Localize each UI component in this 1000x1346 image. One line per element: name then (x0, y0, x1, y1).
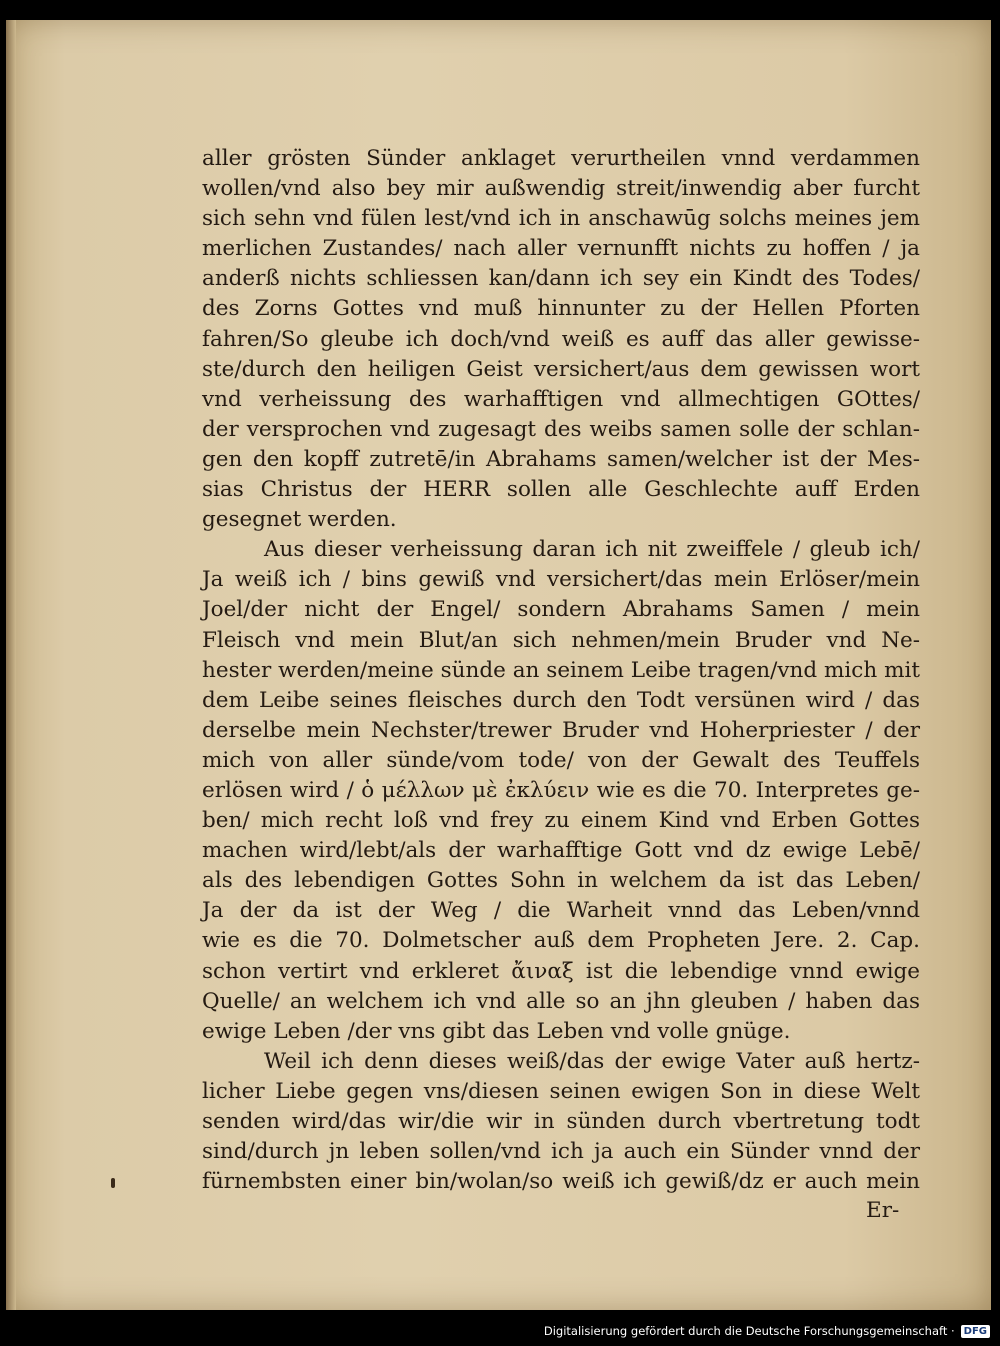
text-line: sias Christus der HERR sollen alle Geschlechte auff Erden (202, 477, 920, 503)
text-line: Ja der da ist der Weg / die Warheit vnnd das Leben/vnnd (202, 898, 920, 924)
scanned-page (6, 20, 991, 1310)
text-line: wollen/vnd also bey mir außwendig streit/inwendig aber furcht (202, 176, 920, 202)
text-line: licher Liebe gegen vns/diesen seinen ewigen Son in diese Welt (202, 1078, 920, 1104)
text-line: ste/durch den heiligen Geist versichert/aus dem gewissen wort (202, 356, 920, 382)
footer-credit (544, 1320, 990, 1342)
catchword: Er- (866, 1198, 900, 1223)
text-line: gesegnet werden. (202, 507, 397, 533)
text-line: schon vertirt vnd erkleret ἄιναξ ist die lebendige vnnd ewige (202, 958, 920, 984)
text-line: hester werden/meine sünde an seinem Leibe tragen/vnd mich mit (202, 657, 920, 683)
text-line: fürnembsten einer bin/wolan/so weiß ich gewiß/dz er auch mein (202, 1169, 920, 1195)
text-line: wie es die 70. Dolmetscher auß dem Propheten Jere. 2. Cap. (202, 928, 920, 954)
text-line: dem Leibe seines fleisches durch den Todt versünen wird / das (202, 687, 920, 713)
text-line: Fleisch vnd mein Blut/an sich nehmen/mein Bruder vnd Ne- (202, 627, 920, 653)
text-line: fahren/So gleube ich doch/vnd weiß es auff das aller gewisse- (202, 326, 920, 352)
ink-speck (111, 1178, 115, 1188)
text-line: vnd verheissung des warhafftigen vnd allmechtigen GOttes/ (202, 386, 920, 412)
text-line: ben/ mich recht loß vnd frey zu einem Kind vnd Erben Gottes (202, 808, 920, 834)
text-line: erlösen wird / ὁ μέλλων μὲ ἐκλύειν wie es die 70. Interpretes ge- (202, 777, 920, 803)
text-line: Weil ich denn dieses weiß/das der ewige Vater auß hertz- (264, 1048, 920, 1074)
text-line: aller grösten Sünder anklaget verurtheilen vnnd verdammen (202, 146, 920, 171)
text-line: sich sehn vnd fülen lest/vnd ich in anschawūg solchs meines jem (202, 206, 920, 232)
text-line: der versprochen vnd zugesagt des weibs samen solle der schlan- (202, 416, 920, 442)
text-line: des Zorns Gottes vnd muß hinnunter zu der Hellen Pforten (202, 296, 920, 322)
text-line: merlichen Zustandes/ nach aller vernunfft nichts zu hoffen / ja (202, 236, 920, 262)
dfg-logo: DFG (961, 1325, 990, 1338)
text-line: anderß nichts schliessen kan/dann ich sey ein Kindt des Todes/ (202, 266, 920, 292)
text-line: Joel/der nicht der Engel/ sondern Abrahams Samen / mein (202, 597, 920, 623)
text-line: mich von aller sünde/vom tode/ von der Gewalt des Teuffels (202, 747, 920, 773)
text-line: als des lebendigen Gottes Sohn in welchem da ist das Leben/ (202, 868, 920, 894)
text-line: Ja weiß ich / bins gewiß vnd versichert/das mein Erlöser/mein (202, 567, 920, 593)
footer-text: Digitalisierung gefördert durch die Deutsche Forschungsgemeinschaft · (543, 1324, 955, 1338)
text-line: sind/durch jn leben sollen/vnd ich ja auch ein Sünder vnnd der (202, 1139, 920, 1165)
text-line: senden wird/das wir/die wir in sünden durch vbertretung todt (202, 1109, 920, 1134)
text-line: gen den kopff zutretē/in Abrahams samen/welcher ist der Mes- (202, 446, 920, 472)
text-line: Aus dieser verheissung daran ich nit zweiffele / gleub ich/ (264, 537, 920, 563)
text-line: derselbe mein Nechster/trewer Bruder vnd Hoherpriester / der (202, 717, 920, 743)
text-line: ewige Leben /der vns gibt das Leben vnd volle gnüge. (202, 1018, 791, 1044)
text-line: machen wird/lebt/als der warhafftige Gott vnd dz ewige Lebē/ (202, 838, 920, 864)
text-line: Quelle/ an welchem ich vnd alle so an jhn gleuben / haben das (202, 988, 920, 1014)
body-text (202, 144, 920, 1197)
